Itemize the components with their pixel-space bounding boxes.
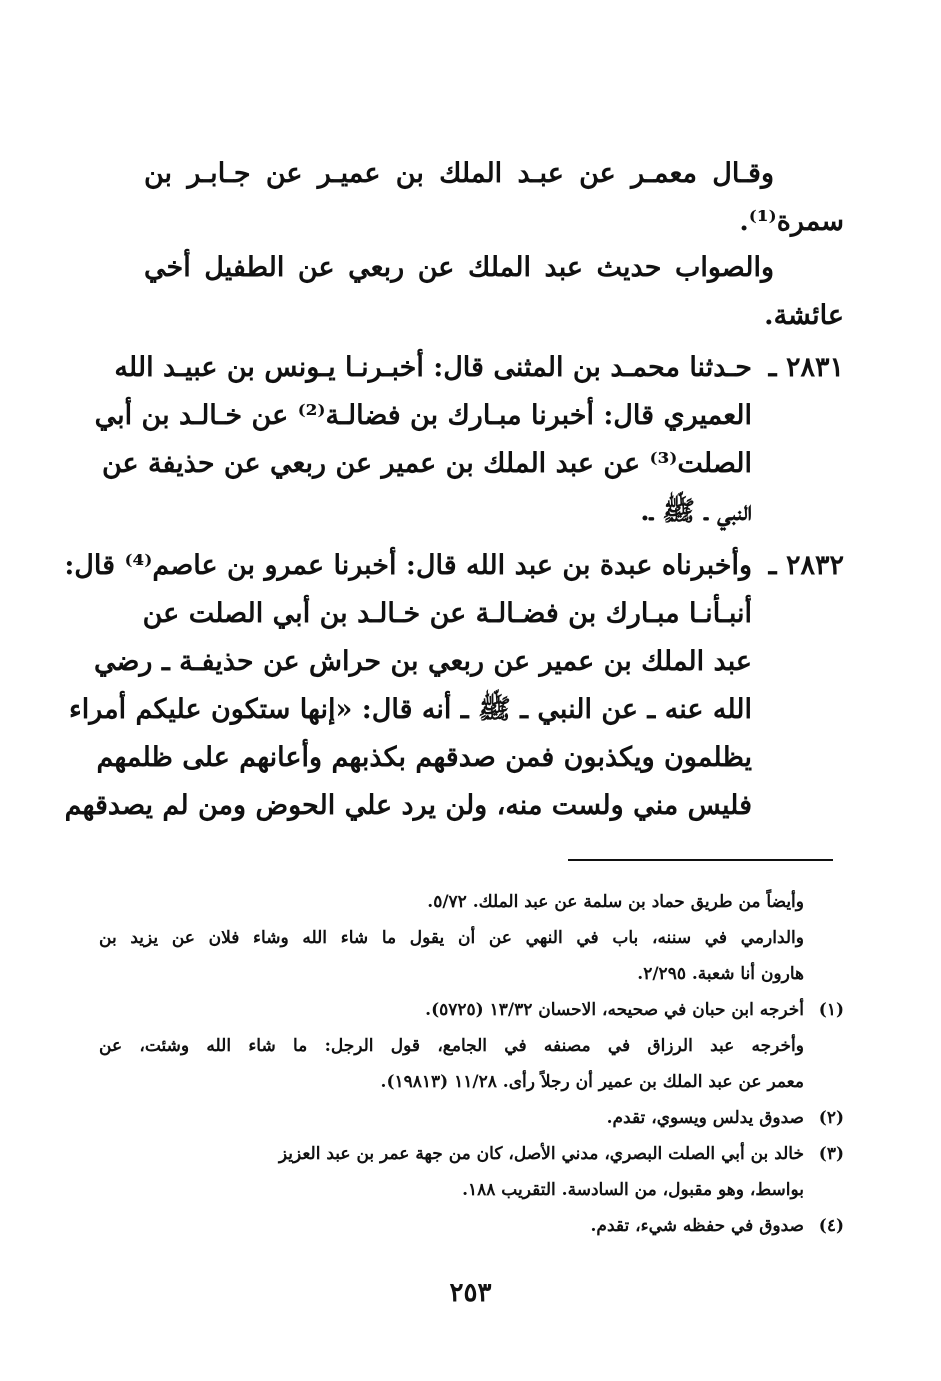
footnote-line: بواسط، وهو مقبول، من السادسة. التقريب ١٨٨.: [462, 1180, 804, 1200]
footnote: [99, 1208, 844, 1244]
footnote-line: وأخرجه عبد الرزاق في مصنفه في الجامع، قول الرجل: ما شاء الله وشئت، عن: [99, 1036, 804, 1056]
text-line: عائشة.: [764, 300, 844, 331]
text-line: وقـال معمـر عن عبـد الملك بن عميـر عن جـابـر بن: [144, 158, 774, 189]
footnote-line: صدوق في حفظه شيء، تقدم.: [590, 1216, 804, 1236]
text-line: الله عنه ـ عن النبي ـ ﷺ ـ أنه قال: «إنها ستكون عليكم أمراء: [69, 694, 752, 725]
footnote-line: وأيضاً من طريق حماد بن سلمة عن عبد الملك. ٥/٧٢.: [427, 892, 804, 912]
footnote-marker: (٣): [818, 1144, 844, 1164]
hadith-number: ٢٨٣٢ ـ: [768, 550, 844, 581]
footnote-marker: (١): [818, 1000, 844, 1020]
footnote-marker: (٢): [818, 1108, 844, 1128]
hadith-number: ٢٨٣١ ـ: [768, 352, 844, 383]
text-line: النبي ـ ﷺ ـ.: [640, 496, 752, 527]
text-line: والصواب حديث عبد الملك عن ربعي عن الطفيل أخي: [144, 252, 774, 283]
footnote-line: هارون أنا شعبة. ٢/٢٩٥.: [637, 964, 804, 984]
text-line: سمرة⁽¹⁾.: [739, 206, 844, 237]
footnote-separator: [568, 859, 833, 861]
footnote: [99, 1136, 844, 1208]
text-line: حـدثنا محمـد بن المثنى قال: أخبـرنـا يـونس بن عبيـد الله: [114, 352, 752, 383]
text-line: العميري قال: أخبرنا مبـارك بن فضالـة⁽²⁾ عن خـالـد بن أبي: [94, 400, 752, 431]
footnotes: [99, 884, 844, 1244]
text-line: أنبـأنـا مبـارك بن فضـالـة عن خـالـد بن أبي الصلت عن: [142, 598, 752, 629]
text-line: فليس مني ولست منه، ولن يرد علي الحوض ومن لم يصدقهم: [64, 790, 752, 821]
paragraph-samurah: [144, 150, 844, 246]
footnote: [99, 920, 844, 992]
footnote-line: أخرجه ابن حبان في صحيحه، الاحسان ١٣/٣٢ (٥٧٢٥).: [425, 1000, 804, 1020]
footnote: [99, 1028, 844, 1100]
footnote-line: والدارمي في سننه، باب في النهي عن أن يقول ما شاء الله وشاء فلان عن يزيد بن: [99, 928, 804, 948]
text-line: عبد الملك بن عمير عن ربعي بن حراش عن حذيفـة ـ رضي: [93, 646, 752, 677]
text-line: يظلمون ويكذبون فمن صدقهم بكذبهم وأعانهم على ظلمهم: [96, 742, 752, 773]
paragraph-correct-hadith: [144, 244, 844, 340]
hadith-2831: [94, 344, 844, 536]
footnote: [99, 1100, 844, 1136]
text-line: الصلت⁽³⁾ عن عبد الملك بن عمير عن ربعي عن حذيفة عن: [101, 448, 752, 479]
footnote: [99, 992, 844, 1028]
text-line: وأخبرناه عبدة بن عبد الله قال: أخبرنا عمرو بن عاصم⁽⁴⁾ قال:: [64, 550, 752, 581]
footnote: [99, 884, 844, 920]
hadith-2832: [64, 542, 844, 830]
footnote-line: خالد بن أبي الصلت البصري، مدني الأصل، كان من جهة عمر بن عبد العزيز: [278, 1144, 804, 1164]
footnote-line: صدوق يدلس ويسوي، تقدم.: [606, 1108, 804, 1128]
footnote-line: معمر عن عبد الملك بن عمير أن رجلاً رأى. ١١/٢٨ (١٩٨١٣).: [380, 1072, 804, 1092]
page-number: ٢٥٣: [449, 1278, 492, 1308]
footnote-marker: (٤): [818, 1216, 844, 1236]
